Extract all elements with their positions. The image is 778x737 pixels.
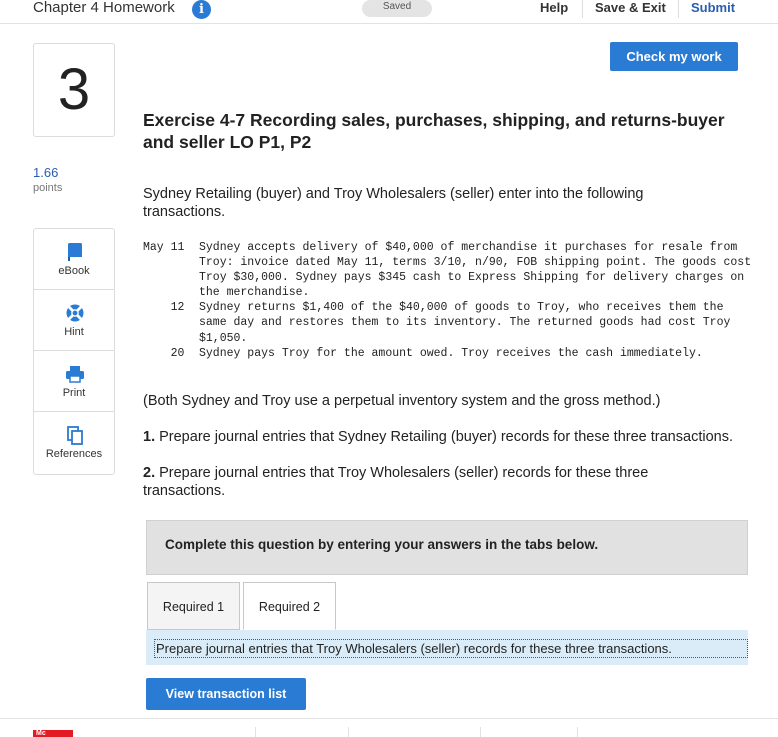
hint-button[interactable] [34, 290, 114, 351]
print-button[interactable] [34, 351, 114, 412]
points-label: points [33, 182, 63, 194]
question-number: 3 [33, 43, 115, 137]
publisher-logo: Mc [33, 730, 73, 737]
transactions-list [143, 240, 753, 361]
divider [577, 727, 578, 737]
points-value: 1.66 [33, 165, 59, 180]
instruction-text: Complete this question by entering your answers in the tabs below. [165, 537, 599, 552]
inventory-note: (Both Sydney and Troy use a perpetual inventory system and the gross method.) [143, 393, 661, 409]
lifebuoy-icon [65, 303, 85, 323]
transaction-date: May 11 [143, 241, 185, 254]
info-icon[interactable]: i [192, 0, 211, 19]
divider [255, 727, 256, 737]
tools-panel [33, 228, 115, 475]
exercise-intro: Sydney Retailing (buyer) and Troy Wholesalers (seller) enter into the following transactions. [143, 186, 644, 220]
ebook-label: eBook [58, 265, 90, 277]
top-bar [0, 0, 778, 24]
divider [678, 0, 679, 18]
hint-label: Hint [64, 326, 84, 338]
book-icon [65, 242, 85, 262]
save-exit-link[interactable]: Save & Exit [595, 0, 666, 15]
requirement-2-text: Prepare journal entries that Troy Wholesalers (seller) records for these three transactions. [143, 465, 649, 499]
print-label: Print [62, 387, 86, 399]
view-transaction-list-button[interactable]: View transaction list [146, 678, 306, 710]
requirement-2-number: 2. [143, 465, 156, 481]
transaction-text: Sydney returns $1,400 of the $40,000 of goods to Troy, who receives them the same day and restores them to its inventory. The returned goods had cost Troy $1,050. [199, 301, 731, 345]
instruction-banner [146, 520, 748, 575]
references-button[interactable] [34, 412, 114, 474]
transaction-text: Sydney pays Troy for the amount owed. Troy receives the cash immediately. [199, 346, 703, 360]
divider [480, 727, 481, 737]
assignment-title: Chapter 4 Homework [33, 0, 175, 16]
requirement-1-number: 1. [143, 429, 156, 445]
tab-required-2[interactable]: Required 2 [243, 582, 336, 630]
submit-link[interactable]: Submit [691, 0, 736, 15]
saved-status-badge: Saved [362, 0, 432, 17]
tab-prompt-panel [146, 630, 748, 665]
tab-prompt-text: Prepare journal entries that Troy Wholesalers (seller) records for these three transactions. [154, 639, 748, 658]
transaction-text: Sydney accepts delivery of $40,000 of merchandise it purchases for resale from Troy: invoice dated May 11, terms 3/10, n/90, FOB shipping point. The goods cost Troy $30,000. Sydney pays $345 cash to Express Shipping for delivery charges on the merchandise. [199, 241, 752, 300]
footer-divider [0, 718, 778, 719]
transaction-date: 20 [143, 346, 185, 360]
transaction-row [143, 346, 753, 361]
requirement-2 [143, 464, 733, 500]
divider [348, 727, 349, 737]
printer-icon [65, 364, 85, 384]
transaction-row [143, 240, 753, 300]
references-label: References [45, 448, 103, 460]
ebook-button[interactable] [34, 229, 114, 290]
documents-icon [65, 425, 85, 445]
requirement-1-text: Prepare journal entries that Sydney Retailing (buyer) records for these three transactions. [155, 429, 733, 445]
requirement-1 [143, 428, 733, 446]
tab-required-1[interactable]: Required 1 [147, 582, 240, 630]
transaction-row [143, 300, 753, 345]
divider [582, 0, 583, 18]
exercise-title: Exercise 4-7 Recording sales, purchases, shipping, and returns-buyer and seller LO P1, P2 [143, 110, 725, 152]
check-my-work-button[interactable]: Check my work [610, 42, 738, 71]
help-link[interactable]: Help [540, 0, 569, 15]
transaction-date: 12 [143, 301, 185, 315]
